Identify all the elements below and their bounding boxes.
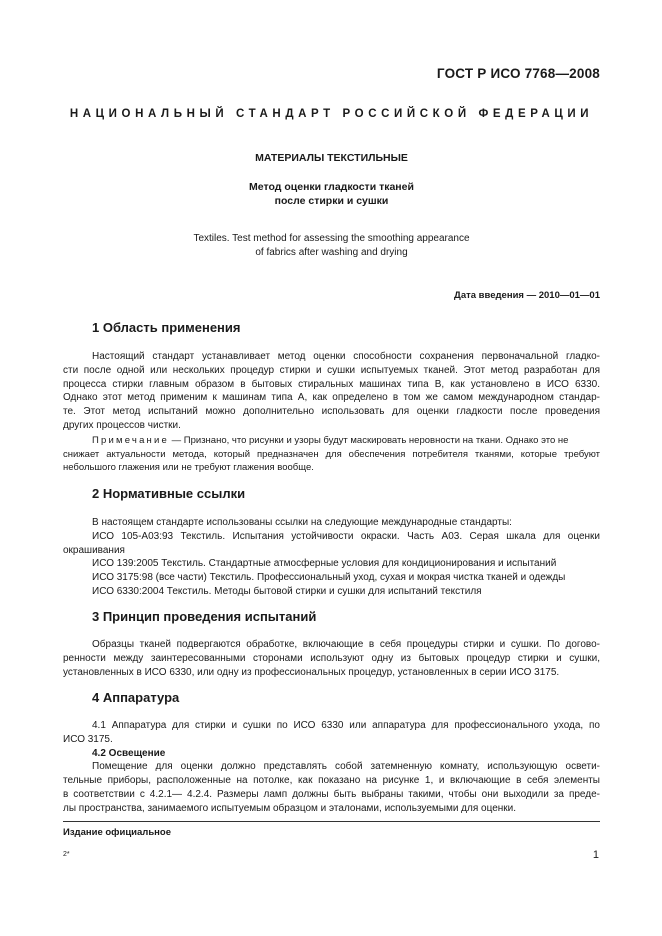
text-line: тельные приборы, расположенные на потолке, как показано на рисунке 1, и включающие в себя элементы	[63, 775, 600, 787]
note-line: небольшого глажения или не требуют глажения вообще.	[63, 462, 314, 473]
section-2-heading: 2 Нормативные ссылки	[92, 486, 246, 501]
english-title	[63, 232, 600, 260]
document-title: МАТЕРИАЛЫ ТЕКСТИЛЬНЫЕ	[255, 152, 408, 164]
note-line	[63, 434, 600, 448]
introduction-date: Дата введения — 2010—01—01	[454, 290, 600, 301]
document-subtitle	[63, 180, 600, 208]
text-line: Настоящий стандарт устанавливает метод оценки способности сохранения первоначальной гладко-	[92, 351, 600, 362]
note-text: — Признано, что рисунки и узоры будут маскировать неровности на ткани. Однако это не	[169, 435, 569, 446]
section-2-references	[63, 516, 600, 599]
subtitle-line: Метод оценки гладкости тканей	[249, 181, 414, 193]
text-line: сти после одной или нескольких процедур стирки и сушки испытуемых тканей. Этот метод разработан для	[63, 364, 600, 376]
reference-line: окрашивания	[63, 544, 125, 556]
english-title-line: Textiles. Test method for assessing the smoothing appearance	[193, 233, 470, 244]
text-line: Образцы тканей подвергаются обработке, включающие в себя процедуры стирки и сушки. По догово-	[92, 639, 600, 650]
text-line: лы пространства, занимаемого испытуемым образцом и эталонами, используемыми для оценки.	[63, 802, 517, 814]
text-line: ренности между заинтересованными сторонами используют одну из бытовых процедур стирки и сушки,	[63, 652, 600, 664]
official-edition-label: Издание официальное	[63, 827, 171, 838]
page-mark: 2*	[63, 851, 70, 858]
subtitle-line: после стирки и сушки	[274, 195, 389, 207]
english-title-line: of fabrics after washing and drying	[255, 247, 408, 258]
text-line: в соответствии с 4.2.1— 4.2.4. Размеры ламп должны быть выбраны такими, чтобы они выходили за преде-	[63, 788, 600, 800]
subsection-heading: 4.2 Освещение	[92, 747, 166, 759]
text-line: других процессов чистки.	[63, 419, 181, 431]
national-standard-header: НАЦИОНАЛЬНЫЙ СТАНДАРТ РОССИЙСКОЙ ФЕДЕРАЦИИ	[69, 108, 594, 120]
section-1-paragraph	[63, 350, 600, 433]
reference-line: ИСО 105-А03:93 Текстиль. Испытания устойчивости окраски. Часть А03. Серая шкала для оценки	[92, 530, 600, 542]
section-3-heading: 3 Принцип проведения испытаний	[92, 609, 317, 624]
document-number: ГОСТ Р ИСО 7768—2008	[436, 66, 600, 81]
reference-line: В настоящем стандарте использованы ссылки на следующие международные стандарты:	[92, 517, 512, 528]
note-label: Примечание	[92, 435, 169, 446]
reference-line: ИСО 139:2005 Текстиль. Стандартные атмосферные условия для кондиционирования и испытаний	[92, 558, 557, 570]
text-line: процесса стирки главным образом в бытовых стиральных машинах типа В, как установлено в ИСО 6330.	[63, 378, 600, 390]
section-1-note	[63, 434, 600, 475]
page-number: 1	[592, 849, 599, 861]
reference-line: ИСО 6330:2004 Текстиль. Методы бытовой стирки и сушки для испытаний текстиля	[92, 585, 482, 597]
footer-divider	[63, 821, 600, 822]
section-4-paragraph	[63, 719, 600, 816]
text-line: установленных в ИСО 6330, или одну из профессиональных процедур, установленных в серии ИСО 3175.	[63, 666, 560, 678]
section-1-heading: 1 Область применения	[92, 320, 241, 335]
text-line: 4.1 Аппаратура для стирки и сушки по ИСО 6330 или аппаратура для профессионального ухода, по	[92, 720, 600, 731]
reference-line: ИСО 3175:98 (все части) Текстиль. Профессиональный уход, сухая и мокрая чистка тканей и одежды	[92, 572, 566, 584]
text-line: Однако этот метод применим к машинам типа А, как определено в том же самом международном стандар-	[63, 392, 600, 404]
text-line: ИСО 3175.	[63, 733, 113, 745]
text-line: Помещение для оценки должно представлять собой затемненную комнату, использующую освети-	[92, 761, 600, 773]
text-line: те. Этот метод испытаний можно дополнительно использовать для оценки гладкости после проведения	[63, 406, 600, 418]
section-4-heading: 4 Аппаратура	[92, 690, 180, 705]
section-3-paragraph	[63, 638, 600, 679]
note-line: снижает актуальности метода, который предназначен для обеспечения потребителя тканями, которые требуют	[63, 448, 600, 460]
